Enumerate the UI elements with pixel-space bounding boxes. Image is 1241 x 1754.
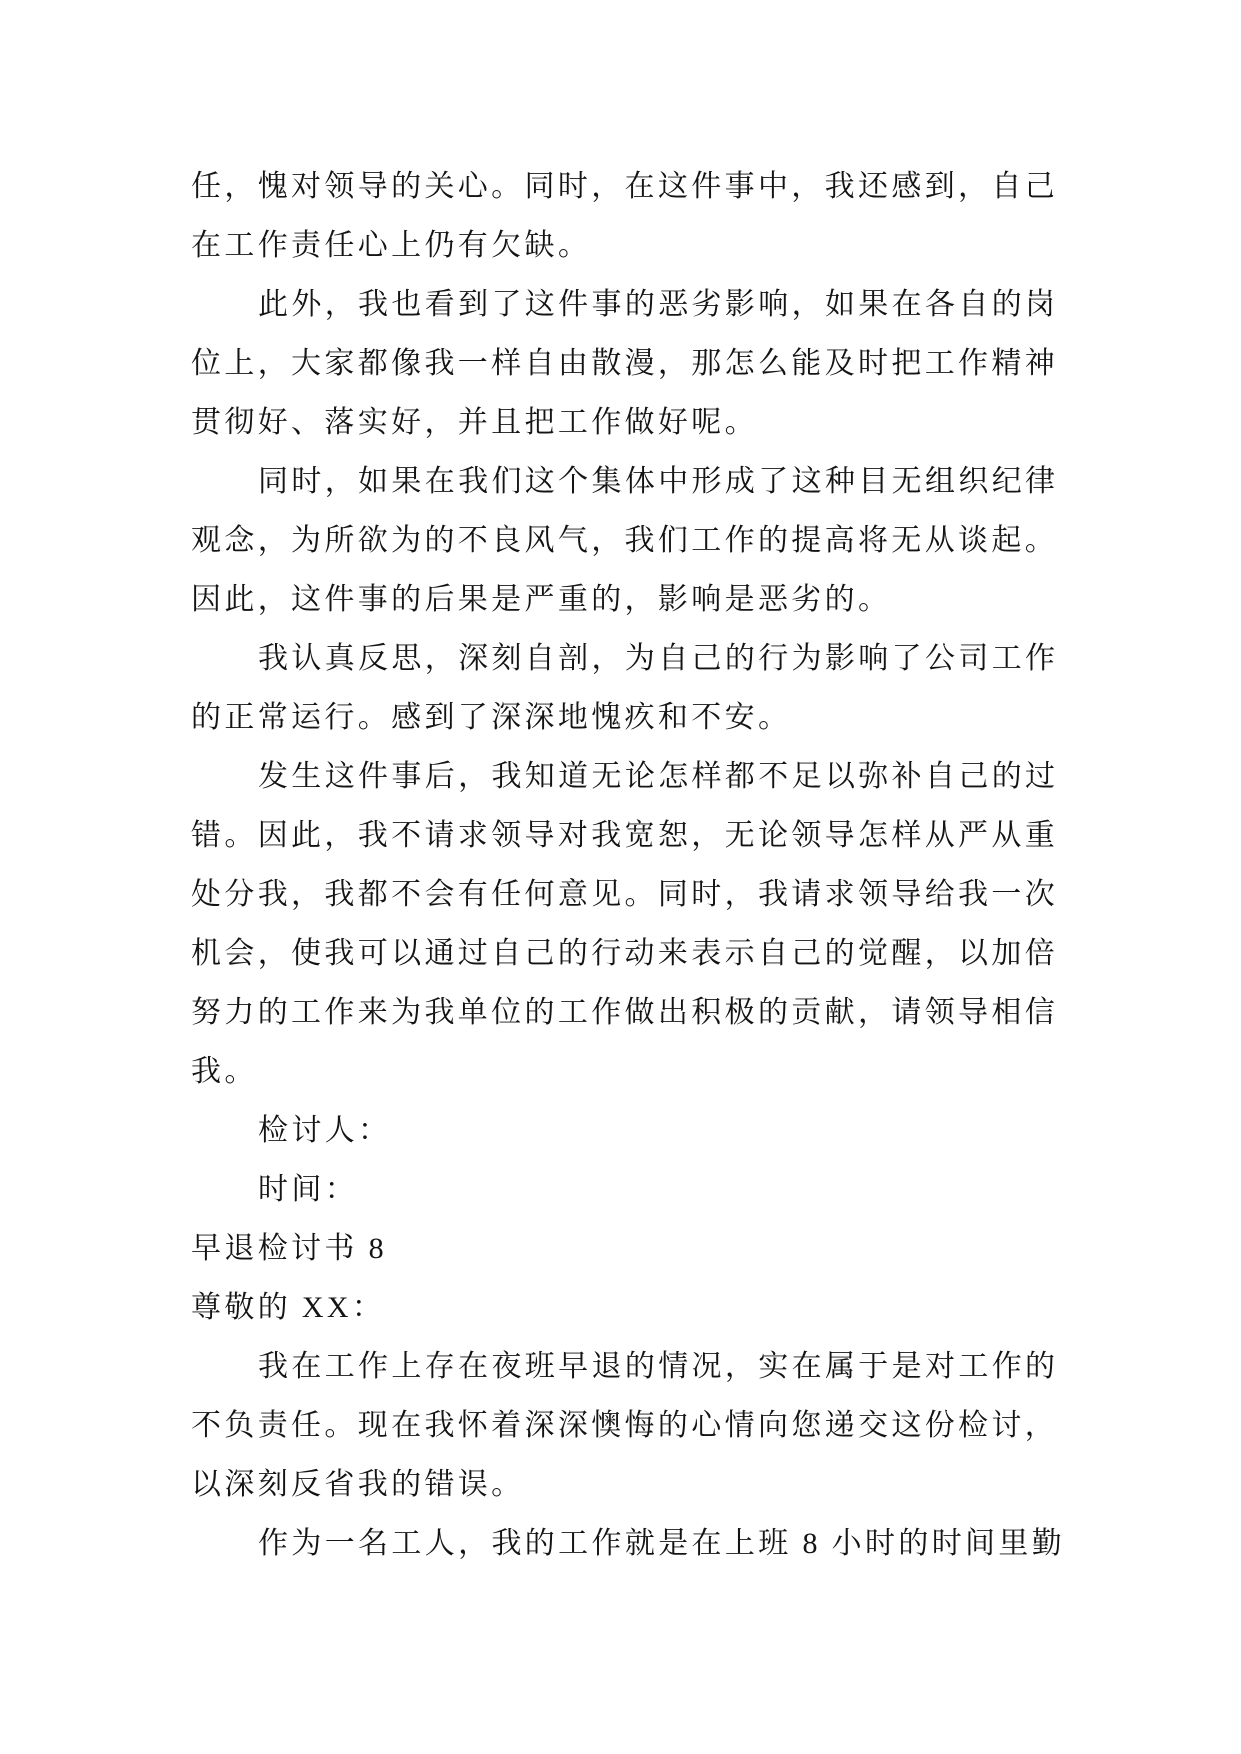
paragraph	[191, 452, 1071, 629]
section-title: 早退检讨书 8	[191, 1232, 387, 1265]
text-line: 位上，大家都像我一样自由散漫，那怎么能及时把工作精神	[191, 347, 1059, 380]
text-line: 处分我，我都不会有任何意见。同时，我请求领导给我一次	[191, 878, 1059, 911]
text-line: 的正常运行。感到了深深地愧疚和不安。	[191, 701, 792, 734]
paragraph	[191, 1514, 1071, 1573]
document-body	[191, 157, 1071, 1573]
text-line: 努力的工作来为我单位的工作做出积极的贡献，请领导相信	[191, 996, 1059, 1029]
time-label: 时间：	[258, 1173, 359, 1206]
text-line: 贯彻好、落实好，并且把工作做好呢。	[191, 406, 758, 439]
text-line: 错。因此，我不请求领导对我宽恕，无论领导怎样从严从重	[191, 819, 1059, 852]
text-line: 机会，使我可以通过自己的行动来表示自己的觉醒，以加倍	[191, 937, 1059, 970]
paragraph	[191, 275, 1071, 452]
paragraph	[191, 629, 1071, 747]
text-line: 不负责任。现在我怀着深深懊悔的心情向您递交这份检讨，	[191, 1409, 1059, 1442]
paragraph	[191, 1337, 1071, 1514]
reviewer-label: 检讨人：	[258, 1114, 392, 1147]
paragraph	[191, 157, 1071, 275]
text-line: 发生这件事后，我知道无论怎样都不足以弥补自己的过	[258, 760, 1059, 793]
salutation: 尊敬的 XX：	[191, 1291, 386, 1324]
text-line: 因此，这件事的后果是严重的，影响是恶劣的。	[191, 583, 892, 616]
paragraph	[191, 747, 1071, 1101]
text-line: 同时，如果在我们这个集体中形成了这种目无组织纪律	[258, 465, 1059, 498]
text-line: 我认真反思，深刻自剖，为自己的行为影响了公司工作	[258, 642, 1059, 675]
text-line: 观念，为所欲为的不良风气，我们工作的提高将无从谈起。	[191, 524, 1059, 557]
text-line: 任，愧对领导的关心。同时，在这件事中，我还感到，自己	[191, 170, 1059, 203]
text-line: 在工作责任心上仍有欠缺。	[191, 229, 592, 262]
text-line: 我在工作上存在夜班早退的情况，实在属于是对工作的	[258, 1350, 1059, 1383]
text-line: 以深刻反省我的错误。	[191, 1468, 525, 1501]
text-line: 此外，我也看到了这件事的恶劣影响，如果在各自的岗	[258, 288, 1059, 321]
text-line: 我。	[191, 1055, 258, 1088]
text-line: 作为一名工人，我的工作就是在上班 8 小时的时间里勤	[258, 1527, 1066, 1560]
